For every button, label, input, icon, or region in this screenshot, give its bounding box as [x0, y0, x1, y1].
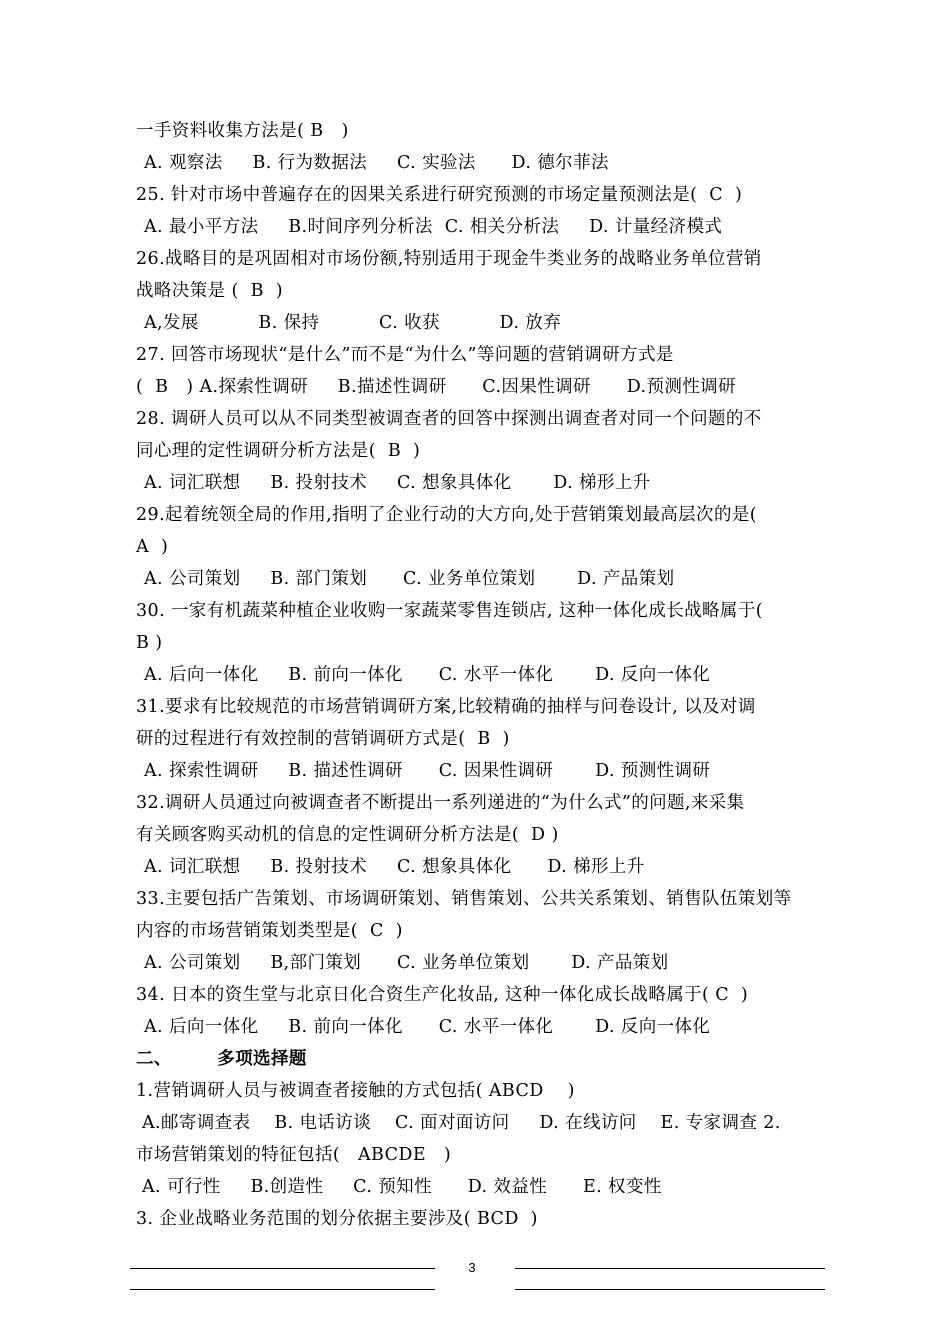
options-row: A,发展 B. 保持 C. 收获 D. 放弃 [144, 313, 562, 333]
question-text: ( B ) A.探索性调研 B.描述性调研 C.因果性调研 D.预测性调研 [136, 377, 736, 397]
question-text: 34. 日本的资生堂与北京日化合资生产化妆品, 这种一体化成长战略属于( C ) [136, 985, 749, 1005]
options-row: A. 最小平方法 B.时间序列分析法 C. 相关分析法 D. 计量经济模式 [144, 217, 723, 237]
page-footer [130, 1258, 830, 1298]
question-text: A ) [136, 537, 169, 557]
question-text: 31.要求有比较规范的市场营销调研方案,比较精确的抽样与问卷设计, 以及对调 [136, 697, 756, 717]
question-text: 33.主要包括广告策划、市场调研策划、销售策划、公共关系策划、销售队伍策划等 [136, 889, 792, 909]
options-row: A.邮寄调查表 B. 电话访谈 C. 面对面访问 D. 在线访问 E. 专家调查 2. [136, 1113, 781, 1133]
footer-rule [515, 1268, 825, 1269]
question-text: 25. 针对市场中普遍存在的因果关系进行研究预测的市场定量预测法是( C ) [136, 185, 743, 205]
question-text: 29.起着统领全局的作用,指明了企业行动的大方向,处于营销策划最高层次的是( [136, 505, 757, 525]
question-text: 30. 一家有机蔬菜种植企业收购一家蔬菜零售连锁店, 这种一体化成长战略属于( [136, 601, 763, 621]
options-row: A. 可行性 B.创造性 C. 预知性 D. 效益性 E. 权变性 [136, 1177, 662, 1197]
footer-rule [515, 1289, 825, 1290]
question-text: 3. 企业战略业务范围的划分依据主要涉及( BCD ) [136, 1209, 538, 1229]
question-text: 战略决策是 ( B ) [136, 281, 284, 301]
question-text: 同心理的定性调研分析方法是( B ) [136, 441, 421, 461]
footer-rule [130, 1289, 435, 1290]
document-body [136, 115, 826, 1235]
options-row: A. 后向一体化 B. 前向一体化 C. 水平一体化 D. 反向一体化 [144, 1017, 711, 1037]
question-text: 27. 回答市场现状“是什么”而不是“为什么”等问题的营销调研方式是 [136, 345, 674, 365]
options-row: A. 公司策划 B,部门策划 C. 业务单位策划 D. 产品策划 [144, 953, 669, 973]
question-text: 26.战略目的是巩固相对市场份额,特别适用于现金牛类业务的战略业务单位营销 [136, 249, 762, 269]
options-row: A. 后向一体化 B. 前向一体化 C. 水平一体化 D. 反向一体化 [144, 665, 711, 685]
options-row: A. 词汇联想 B. 投射技术 C. 想象具体化 D. 梯形上升 [144, 857, 645, 877]
footer-rule [130, 1268, 435, 1269]
question-text: 一手资料收集方法是( B ) [136, 121, 349, 141]
options-row: A. 探索性调研 B. 描述性调研 C. 因果性调研 D. 预测性调研 [144, 761, 711, 781]
question-text: 1.营销调研人员与被调查者接触的方式包括( ABCD ) [136, 1081, 575, 1101]
options-row: A. 公司策划 B. 部门策划 C. 业务单位策划 D. 产品策划 [144, 569, 675, 589]
question-text: 研的过程进行有效控制的营销调研方式是( B ) [136, 729, 510, 749]
question-text: 市场营销策划的特征包括( ABCDE ) [136, 1145, 452, 1165]
question-text: 内容的市场营销策划类型是( C ) [136, 921, 403, 941]
question-text: 有关顾客购买动机的信息的定性调研分析方法是( D ) [136, 825, 559, 845]
options-row: A. 观察法 B. 行为数据法 C. 实验法 D. 德尔菲法 [144, 153, 609, 173]
question-text: B ) [136, 633, 163, 653]
question-text: 28. 调研人员可以从不同类型被调查者的回答中探测出调查者对同一个问题的不 [136, 409, 762, 429]
question-text: 32.调研人员通过向被调查者不断提出一系列递进的“为什么式”的问题,来采集 [136, 793, 745, 813]
page-number: 3 [468, 1260, 476, 1275]
section-heading: 二、 多项选择题 [136, 1049, 307, 1069]
options-row: A. 词汇联想 B. 投射技术 C. 想象具体化 D. 梯形上升 [144, 473, 651, 493]
